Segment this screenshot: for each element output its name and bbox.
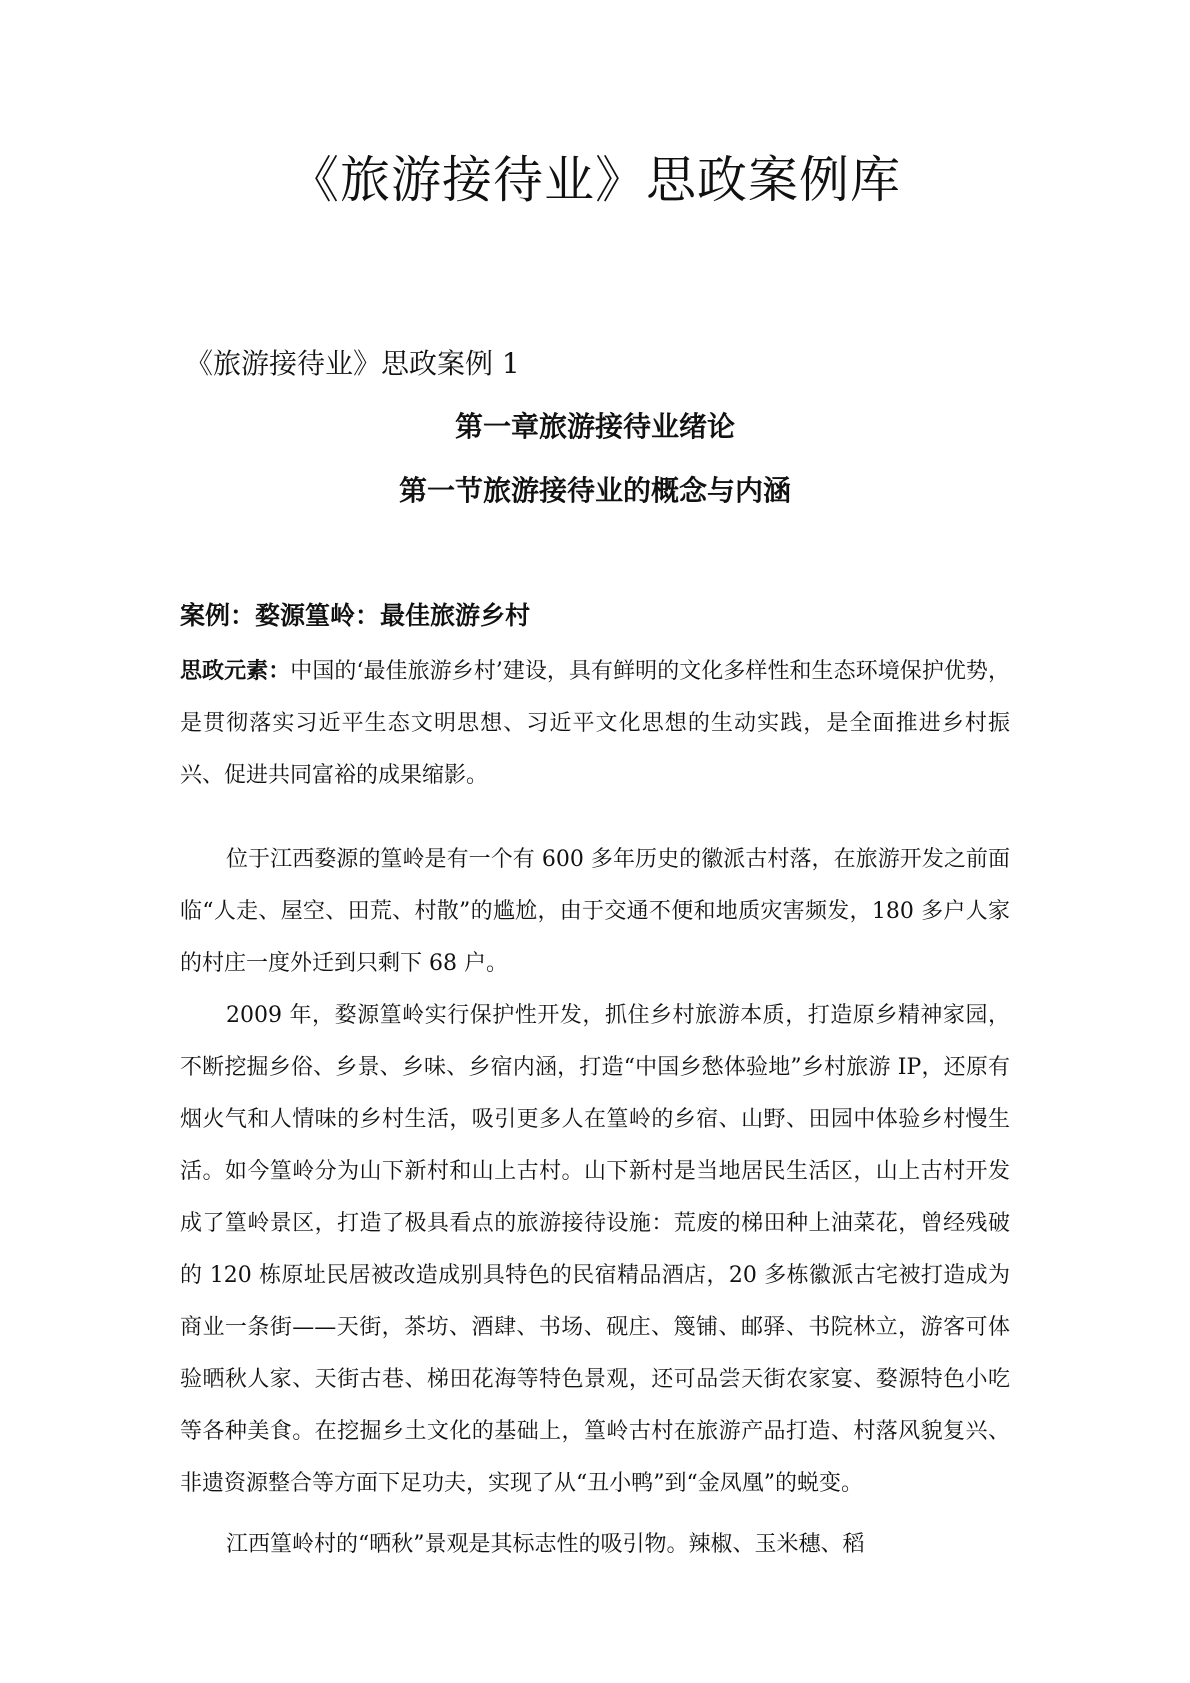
case-heading: 《旅游接待业》思政案例 1	[185, 347, 520, 380]
body-paragraph-2: 2009 年，婺源篁岭实行保护性开发，抓住乡村旅游本质，打造原乡精神家园，不断挖掘乡俗、乡景、乡味、乡宿内涵，打造“中国乡愁体验地”乡村旅游 IP，还原有烟火气和人情味的乡村生活，吸引更多人在篁岭的乡宿、山野、田园中体验乡村慢生活。如今篁岭分为山下新村和山上古村。山下新村是当地居民生活区，山上古村开发成了篁岭景区，打造了极具看点的旅游接待设施：荒废的梯田种上油菜花，曾经残破的 120 栋原址民居被改造成别具特色的民宿精品酒店，20 多栋徽派古宅被打造成为商业一条街——天街，茶坊、酒肆、书场、砚庄、篾铺、邮驿、书院林立，游客可体验晒秋人家、天街古巷、梯田花海等特色景观，还可品尝天街农家宴、婺源特色小吃等各种美食。在挖掘乡土文化的基础上，篁岭古村在旅游产品打造、村落风貌复兴、非遗资源整合等方面下足功夫，实现了从“丑小鸭”到“金凤凰”的蜕变。	[180, 1003, 1010, 1496]
case-title: 案例：婺源篁岭：最佳旅游乡村	[180, 601, 531, 630]
ideological-elements-paragraph	[180, 645, 1010, 802]
body-paragraph-1: 位于江西婺源的篁岭是有一个有 600 多年历史的徽派古村落，在旅游开发之前面临“人走、屋空、田荒、村散”的尴尬，由于交通不便和地质灾害频发，180 多户人家的村庄一度外迁到只剩下 68 户。	[180, 847, 1010, 976]
chapter-title: 第一章旅游接待业绪论	[454, 410, 735, 443]
ideological-elements-label: 思政元素：	[180, 658, 291, 684]
page-title: 《旅游接待业》思政案例库	[289, 151, 901, 209]
section-title: 第一节旅游接待业的概念与内涵	[398, 474, 791, 507]
ideological-elements-text: 中国的‘最佳旅游乡村’建设，具有鲜明的文化多样性和生态环境保护优势，是贯彻落实习近平生态文明思想、习近平文化思想的生动实践，是全面推进乡村振兴、促进共同富裕的成果缩影。	[180, 659, 1010, 788]
body-paragraph-3: 江西篁岭村的“晒秋”景观是其标志性的吸引物。辣椒、玉米穗、稻	[226, 1532, 865, 1557]
